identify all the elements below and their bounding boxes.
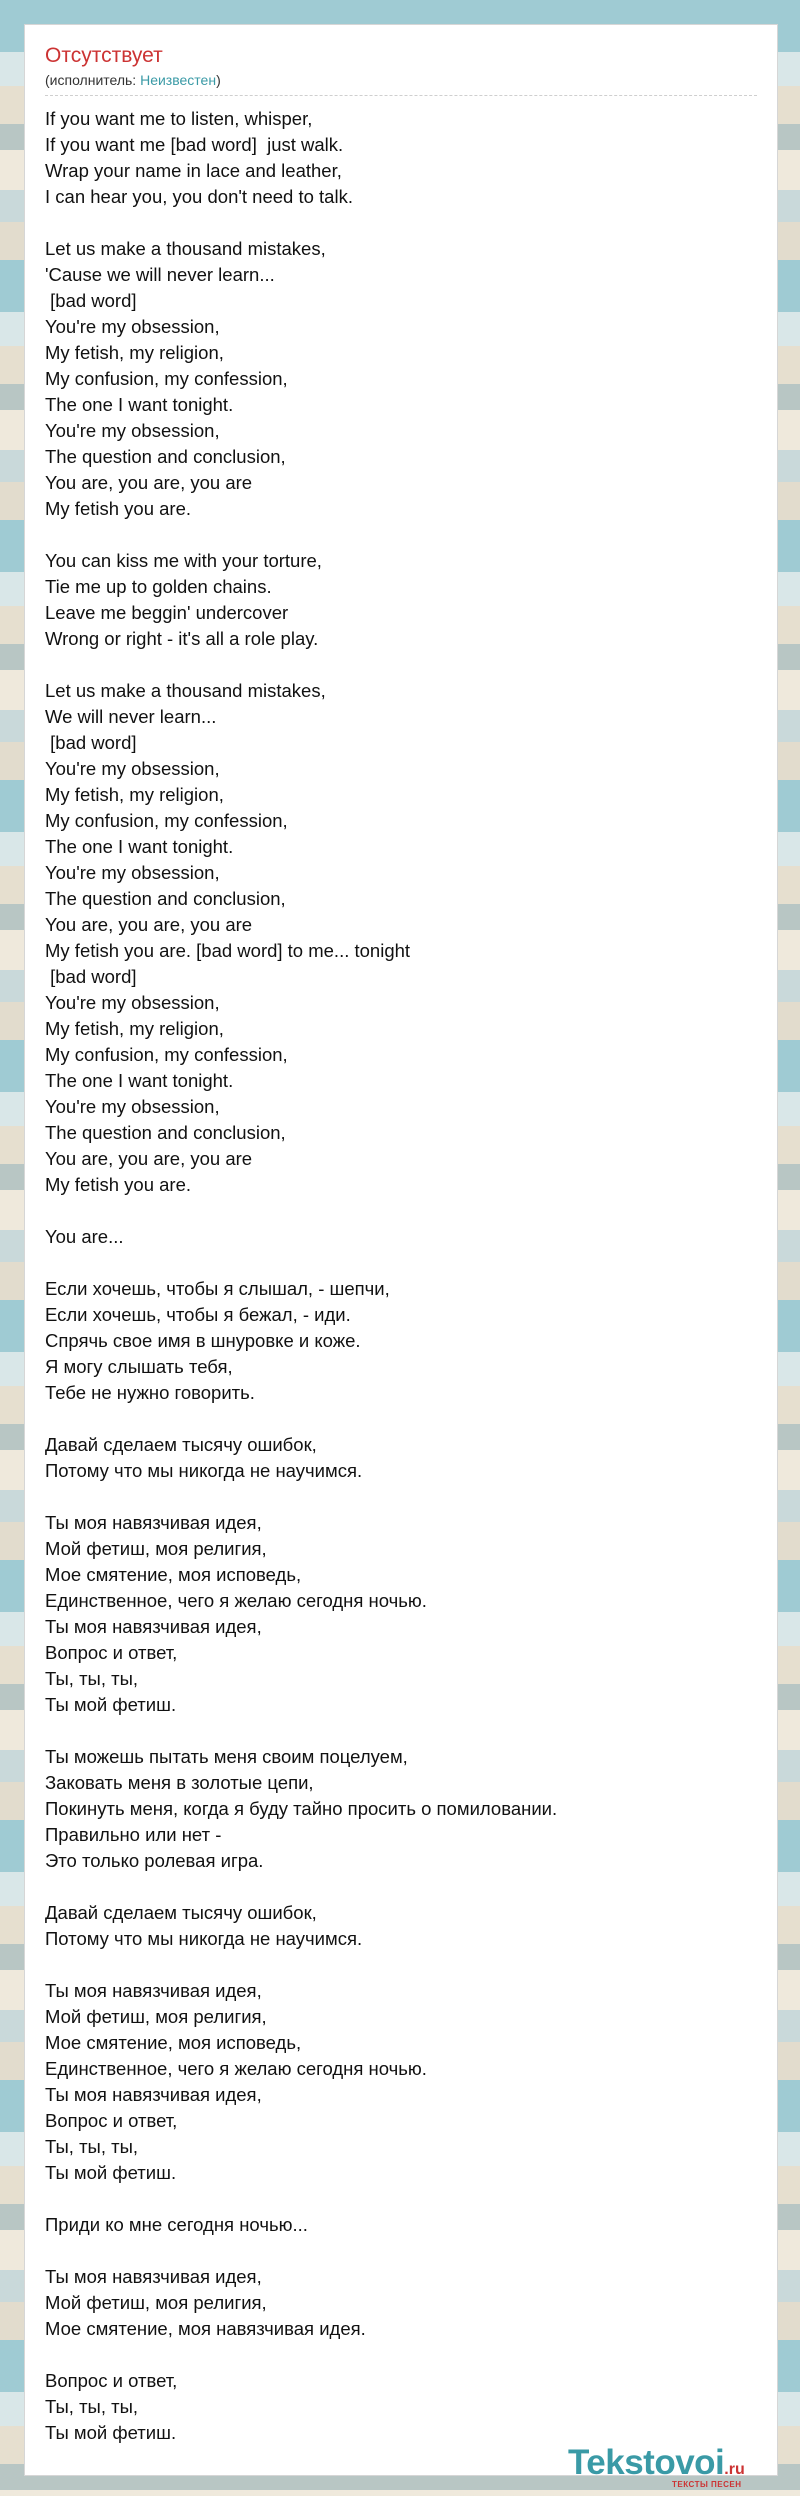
lyric-line: You are, you are, you are (45, 1148, 253, 1169)
logo-name: Tekstovoi (568, 2443, 725, 2482)
lyric-line: 'Cause we will never learn... (45, 264, 275, 285)
lyric-line: If you want me to listen, whisper, (45, 108, 313, 129)
lyric-line: Если хочешь, чтобы я бежал, - иди. (45, 1304, 351, 1325)
lyric-line: Спрячь свое имя в шнуровке и коже. (45, 1330, 361, 1351)
lyric-line: Мой фетиш, моя религия, (45, 2292, 267, 2313)
lyric-line: Ты, ты, ты, (45, 1668, 139, 1689)
lyric-line: We will never learn... (45, 706, 217, 727)
artist-link[interactable]: Неизвестен (140, 72, 217, 88)
lyric-line: Ты мой фетиш. (45, 2162, 177, 2183)
lyric-line: The question and conclusion, (45, 446, 286, 467)
stanza-gap (45, 1874, 757, 1900)
lyric-line: Wrong or right - it's all a role play. (45, 628, 319, 649)
lyric-line: Мой фетиш, моя религия, (45, 2006, 267, 2027)
stanza-gap (45, 1952, 757, 1978)
stanza-gap (45, 1484, 757, 1510)
logo-tagline: ТЕКСТЫ ПЕСЕН (672, 2480, 742, 2489)
lyric-line: [bad word] (45, 732, 137, 753)
header-divider (45, 95, 757, 96)
lyric-line: Правильно или нет - (45, 1824, 222, 1845)
lyric-line: Let us make a thousand mistakes, (45, 680, 326, 701)
stanza-gap (45, 210, 757, 236)
lyric-line: Покинуть меня, когда я буду тайно просить о помиловании. (45, 1798, 558, 1819)
lyric-line: Потому что мы никогда не научимся. (45, 1928, 363, 1949)
lyric-line: Ты моя навязчивая идея, (45, 1980, 262, 2001)
stanza-gap (45, 652, 757, 678)
lyric-line: Давай сделаем тысячу ошибок, (45, 1434, 317, 1455)
lyric-line: My fetish you are. (45, 498, 192, 519)
stanza-gap (45, 2342, 757, 2368)
lyric-line: My fetish you are. [bad word] to me... tonight (45, 940, 411, 961)
lyric-line: My fetish, my religion, (45, 342, 224, 363)
song-header (45, 43, 757, 89)
lyric-line: Leave me beggin' undercover (45, 602, 289, 623)
lyric-line: Единственное, чего я желаю сегодня ночью. (45, 1590, 427, 1611)
lyric-line: The one I want tonight. (45, 394, 234, 415)
stanza-gap (45, 2238, 757, 2264)
lyric-line: You are... (45, 1226, 124, 1247)
lyric-line: Вопрос и ответ, (45, 2110, 178, 2131)
lyric-line: Ты моя навязчивая идея, (45, 1616, 262, 1637)
lyric-line: My fetish, my religion, (45, 784, 224, 805)
lyric-line: The question and conclusion, (45, 1122, 286, 1143)
logo-tld: .ru (724, 2461, 745, 2478)
lyric-line: You are, you are, you are (45, 472, 253, 493)
lyric-line: Единственное, чего я желаю сегодня ночью. (45, 2058, 427, 2079)
lyric-line: My confusion, my confession, (45, 368, 288, 389)
lyric-line: Если хочешь, чтобы я слышал, - шепчи, (45, 1278, 390, 1299)
stanza-gap (45, 1250, 757, 1276)
lyric-line: You're my obsession, (45, 992, 220, 1013)
lyric-line: You're my obsession, (45, 316, 220, 337)
lyric-line: Потому что мы никогда не научимся. (45, 1460, 363, 1481)
lyric-line: My fetish you are. (45, 1174, 192, 1195)
lyric-line: My fetish, my religion, (45, 1018, 224, 1039)
lyric-line: Ты моя навязчивая идея, (45, 1512, 262, 1533)
lyric-line: Я могу слышать тебя, (45, 1356, 233, 1377)
lyric-line: You're my obsession, (45, 420, 220, 441)
lyrics-text (45, 106, 757, 2446)
lyric-line: Let us make a thousand mistakes, (45, 238, 326, 259)
lyric-line: Ты мой фетиш. (45, 2422, 177, 2443)
lyric-line: Приди ко мне сегодня ночью... (45, 2214, 308, 2235)
lyric-line: Мое смятение, моя навязчивая идея. (45, 2318, 366, 2339)
lyric-line: Ты, ты, ты, (45, 2396, 139, 2417)
lyric-line: My confusion, my confession, (45, 810, 288, 831)
lyrics-card (24, 24, 778, 2476)
lyric-line: Тебе не нужно говорить. (45, 1382, 255, 1403)
lyric-line: Tie me up to golden chains. (45, 576, 272, 597)
site-logo[interactable] (568, 2444, 788, 2488)
lyric-line: My confusion, my confession, (45, 1044, 288, 1065)
lyric-line: Ты мой фетиш. (45, 1694, 177, 1715)
artist-prefix: (исполнитель: (45, 72, 141, 88)
lyric-line: Давай сделаем тысячу ошибок, (45, 1902, 317, 1923)
lyric-line: You're my obsession, (45, 862, 220, 883)
lyric-line: I can hear you, you don't need to talk. (45, 186, 353, 207)
lyric-line: Мое смятение, моя исповедь, (45, 1564, 302, 1585)
lyric-line: The question and conclusion, (45, 888, 286, 909)
lyric-line: The one I want tonight. (45, 1070, 234, 1091)
artist-line (45, 71, 757, 89)
song-title: Отсутствует (45, 44, 163, 67)
lyric-line: Мой фетиш, моя религия, (45, 1538, 267, 1559)
lyric-line: If you want me [bad word] just walk. (45, 134, 344, 155)
stanza-gap (45, 1718, 757, 1744)
lyric-line: Wrap your name in lace and leather, (45, 160, 342, 181)
stanza-gap (45, 1406, 757, 1432)
stanza-gap (45, 1198, 757, 1224)
lyric-line: Мое смятение, моя исповедь, (45, 2032, 302, 2053)
lyric-line: Заковать меня в золотые цепи, (45, 1772, 314, 1793)
lyric-line: Ты моя навязчивая идея, (45, 2084, 262, 2105)
stanza-gap (45, 2186, 757, 2212)
lyric-line: Ты, ты, ты, (45, 2136, 139, 2157)
lyric-line: You're my obsession, (45, 758, 220, 779)
artist-suffix: ) (216, 72, 221, 88)
lyric-line: You're my obsession, (45, 1096, 220, 1117)
lyric-line: You are, you are, you are (45, 914, 253, 935)
stanza-gap (45, 522, 757, 548)
lyric-line: Это только ролевая игра. (45, 1850, 264, 1871)
lyric-line: Вопрос и ответ, (45, 1642, 178, 1663)
lyric-line: You can kiss me with your torture, (45, 550, 322, 571)
lyric-line: Ты можешь пытать меня своим поцелуем, (45, 1746, 408, 1767)
lyric-line: The one I want tonight. (45, 836, 234, 857)
lyric-line: Ты моя навязчивая идея, (45, 2266, 262, 2287)
lyric-line: [bad word] (45, 966, 137, 987)
lyric-line: Вопрос и ответ, (45, 2370, 178, 2391)
lyric-line: [bad word] (45, 290, 137, 311)
